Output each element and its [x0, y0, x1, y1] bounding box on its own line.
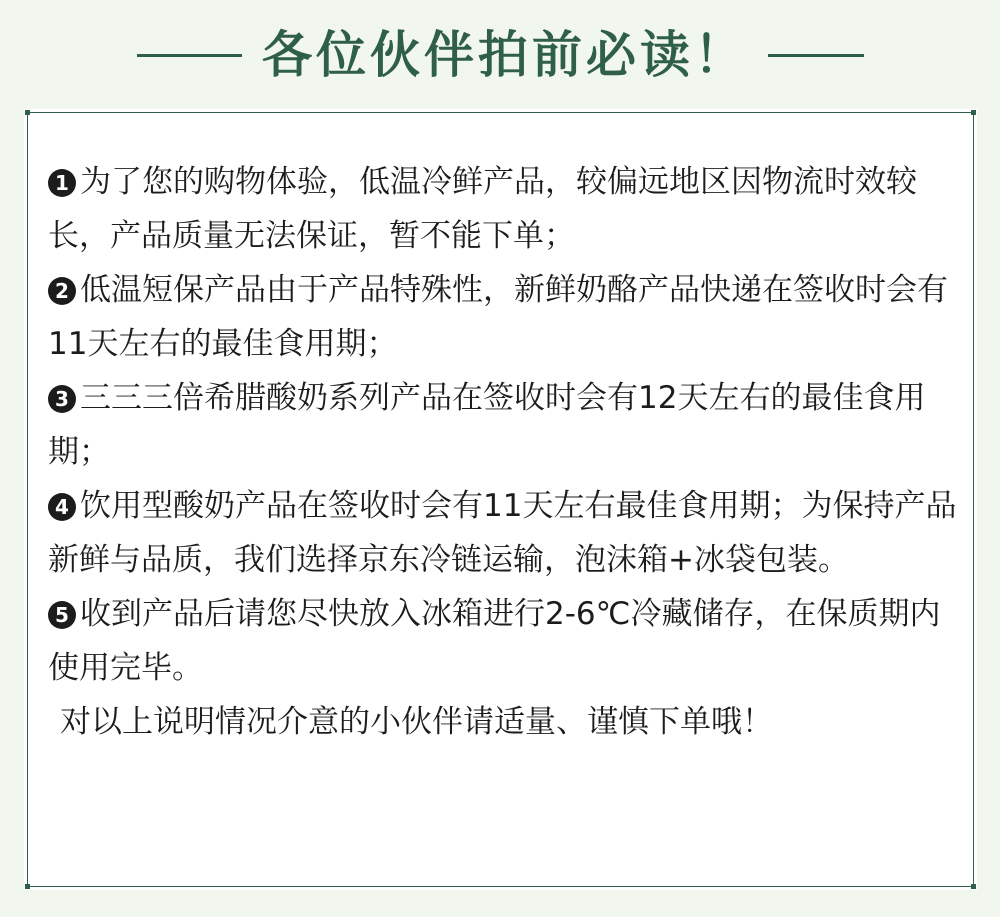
corner-ornament — [971, 884, 976, 889]
closing-note: 对以上说明情况介意的小伙伴请适量、谨慎下单哦！ — [60, 704, 773, 740]
number-badge-5: 5 — [48, 601, 76, 629]
corner-ornament — [971, 110, 976, 115]
header-right-rule — [768, 54, 864, 57]
number-badge-3: 3 — [48, 385, 76, 413]
header-left-rule — [137, 54, 242, 57]
notice-content — [48, 155, 958, 749]
corner-ornament — [25, 110, 30, 115]
notice-text-5: 收到产品后请您尽快放入冰箱进行2-6℃冷藏储存，在保质期内使用完毕。 — [48, 596, 941, 686]
notice-item-2 — [48, 263, 958, 371]
number-badge-2: 2 — [48, 277, 76, 305]
number-badge-4: 4 — [48, 493, 76, 521]
notice-item-3 — [48, 371, 958, 479]
notice-panel — [27, 112, 974, 887]
page-title: 各位伙伴拍前必读！ — [262, 26, 748, 84]
notice-text-2: 低温短保产品由于产品特殊性，新鲜奶酪产品快递在签收时会有11天左右的最佳食用期； — [48, 272, 948, 362]
header — [0, 18, 1000, 94]
notice-item-4 — [48, 479, 958, 587]
number-badge-1: 1 — [48, 169, 76, 197]
notice-text-3: 三三三倍希腊酸奶系列产品在签收时会有12天左右的最佳食用期； — [48, 380, 926, 470]
notice-text-4: 饮用型酸奶产品在签收时会有11天左右最佳食用期；为保持产品新鲜与品质，我们选择京东冷链运输，泡沫箱+冰袋包装。 — [48, 488, 957, 578]
notice-item-5 — [48, 587, 958, 695]
corner-ornament — [25, 884, 30, 889]
notice-text-1: 为了您的购物体验，低温冷鲜产品，较偏远地区因物流时效较长，产品质量无法保证，暂不能下单； — [48, 164, 917, 254]
notice-item-1 — [48, 155, 958, 263]
